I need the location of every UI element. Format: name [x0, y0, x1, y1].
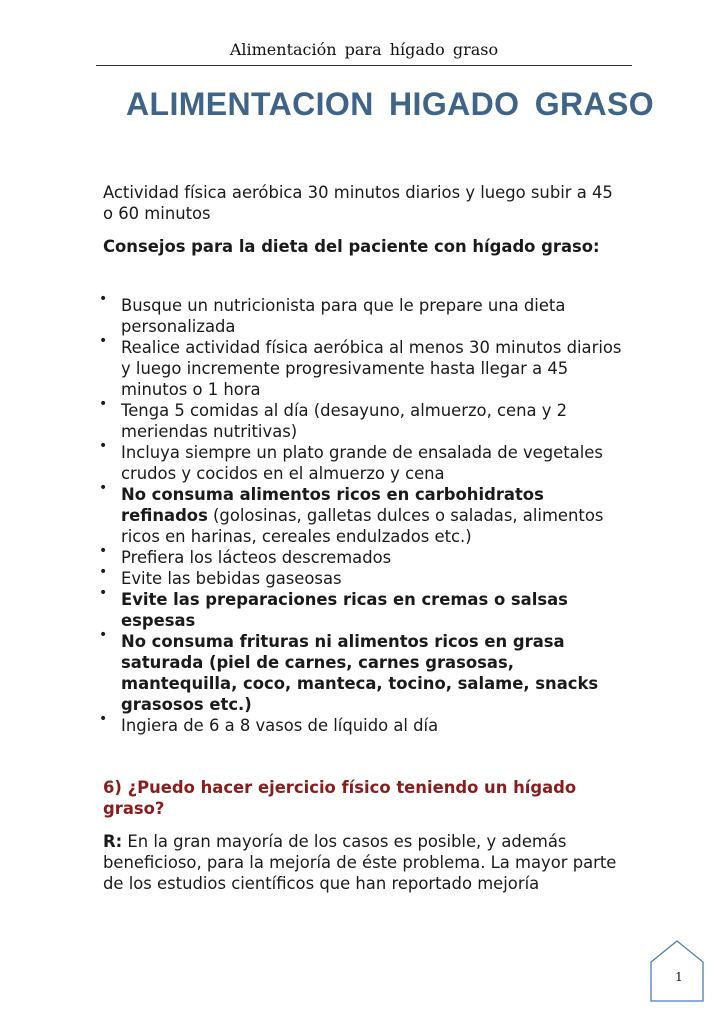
bullet-icon: •	[99, 585, 108, 601]
list-item: • No consuma alimentos ricos en carbohidratos refinados (golosinas, galletas dulces o saladas, alimentos ricos en harinas, cereales endulzados etc.)	[99, 480, 604, 546]
bullet-icon: •	[99, 333, 108, 349]
answer-label: R:	[103, 832, 123, 851]
answer-text: En la gran mayoría de los casos es posible, y además beneficioso, para la mejoría de éste problema. La mayor parte de los estudios científicos que han reportado mejoría	[103, 832, 617, 893]
list-item: • Evite las preparaciones ricas en cremas o salsas espesas	[99, 585, 568, 630]
page-number: 1	[675, 970, 683, 984]
running-header: Alimentación para hígado graso	[229, 40, 499, 59]
list-item: • Prefiera los lácteos descremados	[99, 543, 392, 567]
bullet-icon: •	[99, 543, 108, 559]
list-item: • Ingiera de 6 a 8 vasos de líquido al día	[99, 711, 439, 735]
bullet-icon: •	[99, 627, 108, 643]
list-item: • No consuma frituras ni alimentos ricos en grasa saturada (piel de carnes, carnes grasosas, mantequilla, coco, manteca, tocino, salame, snacks grasosos etc.)	[99, 627, 599, 714]
tips-subheading: Consejos para la dieta del paciente con hígado graso:	[103, 237, 600, 256]
bullet-icon: •	[99, 438, 108, 454]
list-item: • Tenga 5 comidas al día (desayuno, almuerzo, cena y 2 meriendas nutritivas)	[99, 396, 568, 441]
document-title: ALIMENTACION HIGADO GRASO	[126, 86, 655, 122]
header-divider	[96, 65, 632, 66]
faq-answer	[103, 831, 623, 894]
intro-paragraph: Actividad física aeróbica 30 minutos diarios y luego subir a 45 o 60 minutos	[103, 183, 613, 223]
list-item: • Busque un nutricionista para que le prepare una dieta personalizada	[99, 291, 566, 336]
faq-question: 6) ¿Puedo hacer ejercicio físico teniendo un hígado graso?	[103, 778, 577, 818]
bullet-icon: •	[99, 711, 108, 727]
document-body	[99, 182, 623, 894]
bullet-icon: •	[99, 291, 108, 307]
bullet-icon: •	[99, 564, 108, 580]
list-item: • Evite las bebidas gaseosas	[99, 564, 342, 588]
list-item: • Realice actividad física aeróbica al menos 30 minutos diarios y luego incremente progresivamente hasta llegar a 45 minutos o 1 hora	[99, 333, 622, 399]
bullet-icon: •	[99, 480, 108, 496]
bullet-icon: •	[99, 396, 108, 412]
tips-list	[99, 291, 623, 736]
list-item: • Incluya siempre un plato grande de ensalada de vegetales crudos y cocidos en el almuerzo y cena	[99, 438, 603, 483]
